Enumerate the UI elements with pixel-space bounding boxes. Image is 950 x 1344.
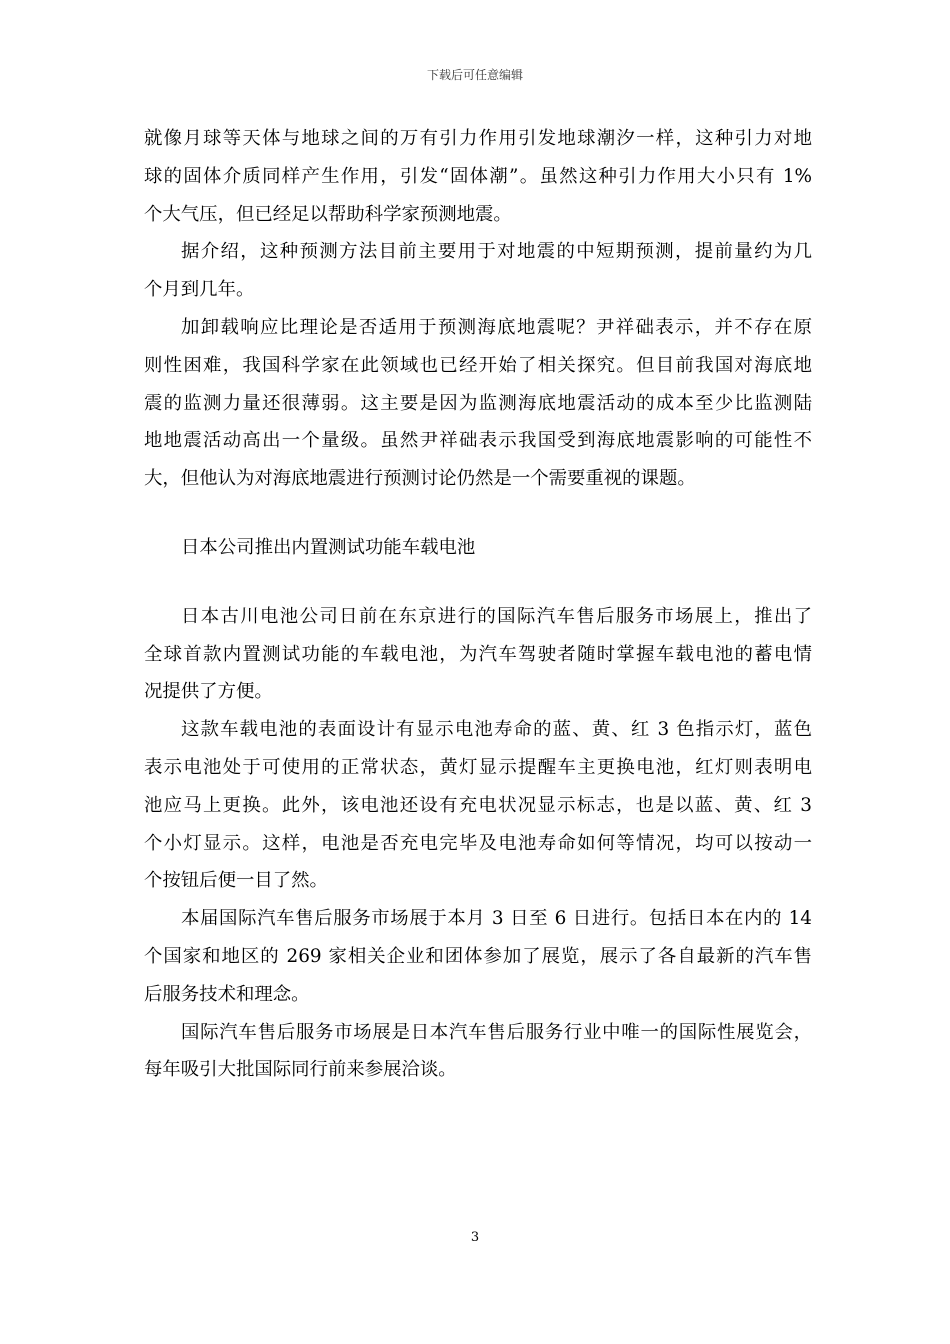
spacer xyxy=(144,567,812,598)
section-heading: 日本公司推出内置测试功能车载电池 xyxy=(181,536,476,558)
text-line: 国际汽车售后服务市场展是日本汽车售后服务行业中唯一的国际性展览会， xyxy=(181,1021,812,1043)
text-line: 地地震活动高出一个量级。虽然尹祥础表示我国受到海底地震影响的可能性不 xyxy=(144,430,812,452)
text-line: 后服务技术和理念。 xyxy=(144,983,310,1005)
text-line: 据介绍，这种预测方法目前主要用于对地震的中短期预测，提前量约为几 xyxy=(181,241,812,263)
paragraph xyxy=(144,120,812,233)
text-line: 表示电池处于可使用的正常状态，黄灯显示提醒车主更换电池，红灯则表明电 xyxy=(144,756,812,778)
text-line: 大，但他认为对海底地震进行预测讨论仍然是一个需要重视的课题。 xyxy=(144,468,696,490)
text-line: 就像月球等天体与地球之间的万有引力作用引发地球潮汐一样，这种引力对地 xyxy=(144,128,812,149)
text-line: 个国家和地区的 269 家相关企业和团体参加了展览，展示了各自最新的汽车售 xyxy=(144,945,812,967)
text-line: 每年吸引大批国际同行前来参展洽谈。 xyxy=(144,1059,457,1081)
paragraph xyxy=(144,1014,812,1090)
spacer xyxy=(144,498,812,529)
text-line: 况提供了方便。 xyxy=(144,681,273,703)
text-line: 个月到几年。 xyxy=(144,279,255,301)
text-line: 个按钮后便一目了然。 xyxy=(144,870,328,892)
paragraph xyxy=(144,233,812,309)
text-line: 全球首款内置测试功能的车载电池，为汽车驾驶者随时掌握车载电池的蓄电情 xyxy=(144,643,812,665)
paragraph xyxy=(144,711,812,900)
paragraph xyxy=(144,598,812,711)
text-line: 个小灯显示。这样，电池是否充电完毕及电池寿命如何等情况，均可以按动一 xyxy=(144,832,812,854)
paragraph xyxy=(144,309,812,498)
text-line: 球的固体介质同样产生作用，引发“固体潮”。虽然这种引力作用大小只有 1% xyxy=(144,165,812,187)
text-line: 日本古川电池公司日前在东京进行的国际汽车售后服务市场展上，推出了 xyxy=(181,605,812,627)
text-line: 本届国际汽车售后服务市场展于本月 3 日至 6 日进行。包括日本在内的 14 xyxy=(181,908,812,930)
paragraph xyxy=(144,900,812,1013)
text-line: 则性困难，我国科学家在此领域也已经开始了相关探究。但目前我国对海底地 xyxy=(144,354,812,376)
text-line: 池应马上更换。此外，该电池还设有充电状况显示标志，也是以蓝、黄、红 3 xyxy=(144,794,812,816)
text-line: 加卸载响应比理论是否适用于预测海底地震呢？尹祥础表示，并不存在原 xyxy=(181,316,812,338)
body-text xyxy=(144,120,812,1089)
text-line: 个大气压，但已经足以帮助科学家预测地震。 xyxy=(144,203,512,225)
text-line: 震的监测力量还很薄弱。这主要是因为监测海底地震活动的成本至少比监测陆 xyxy=(144,392,812,414)
page-header: 下载后可任意编辑 xyxy=(426,68,523,82)
page-number: 3 xyxy=(470,1230,480,1245)
text-line: 这款车载电池的表面设计有显示电池寿命的蓝、黄、红 3 色指示灯，蓝色 xyxy=(181,719,812,741)
